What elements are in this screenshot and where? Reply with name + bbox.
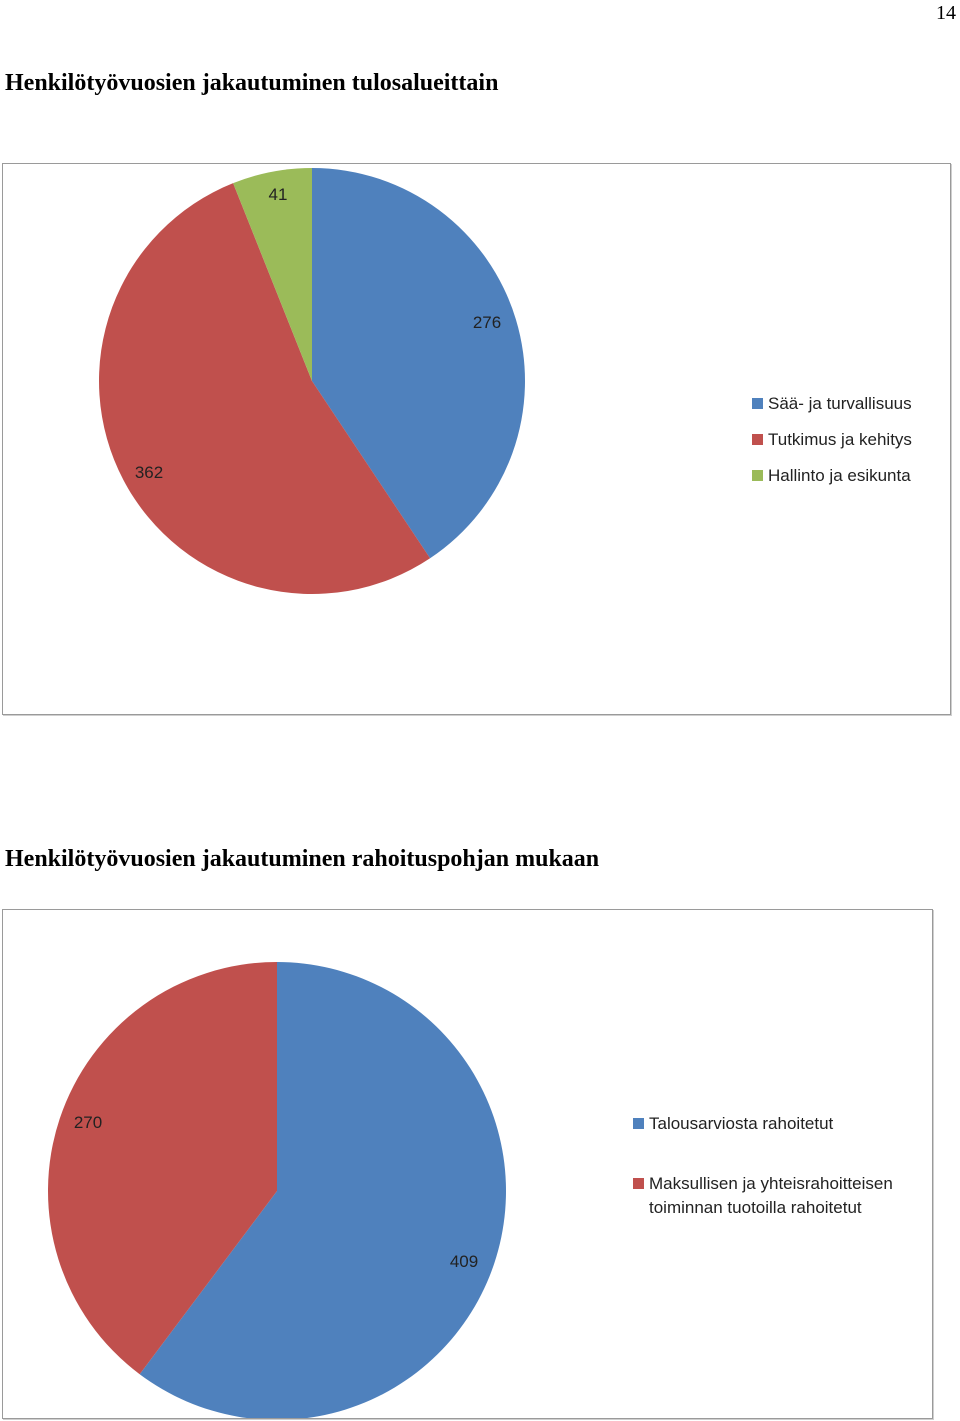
chart-tulosalueittain xyxy=(2,163,951,715)
legend-label: Hallinto ja esikunta xyxy=(768,466,911,485)
legend-label: Tutkimus ja kehitys xyxy=(768,430,912,449)
data-label-0: 409 xyxy=(449,1252,479,1271)
legend-swatch xyxy=(633,1118,644,1129)
data-label-1: 362 xyxy=(134,463,164,482)
section-title-rahoituspohjan-mukaan: Henkilötyövuosien jakautuminen rahoituspohjan mukaan xyxy=(5,846,600,872)
legend-swatch xyxy=(752,470,763,481)
data-label-1: 270 xyxy=(73,1113,103,1132)
data-label-2: 41 xyxy=(268,185,288,204)
page-number: 14 xyxy=(936,2,956,24)
legend-swatch xyxy=(633,1178,644,1189)
legend-swatch xyxy=(752,398,763,409)
legend-swatch xyxy=(752,434,763,445)
legend-label: Talousarviosta rahoitetut xyxy=(649,1114,834,1133)
pie-chart-rahoituspohjan-mukaan xyxy=(3,910,932,1418)
legend-label-line-2: toiminnan tuotoilla rahoitetut xyxy=(649,1198,862,1217)
section-title-tulosalueittain: Henkilötyövuosien jakautuminen tulosalueittain xyxy=(5,70,499,96)
legend-label: Maksullisen ja yhteisrahoitteisen xyxy=(649,1174,893,1193)
data-label-0: 276 xyxy=(472,313,502,332)
chart-rahoituspohjan-mukaan xyxy=(2,909,933,1419)
legend-label: Sää- ja turvallisuus xyxy=(768,394,912,413)
